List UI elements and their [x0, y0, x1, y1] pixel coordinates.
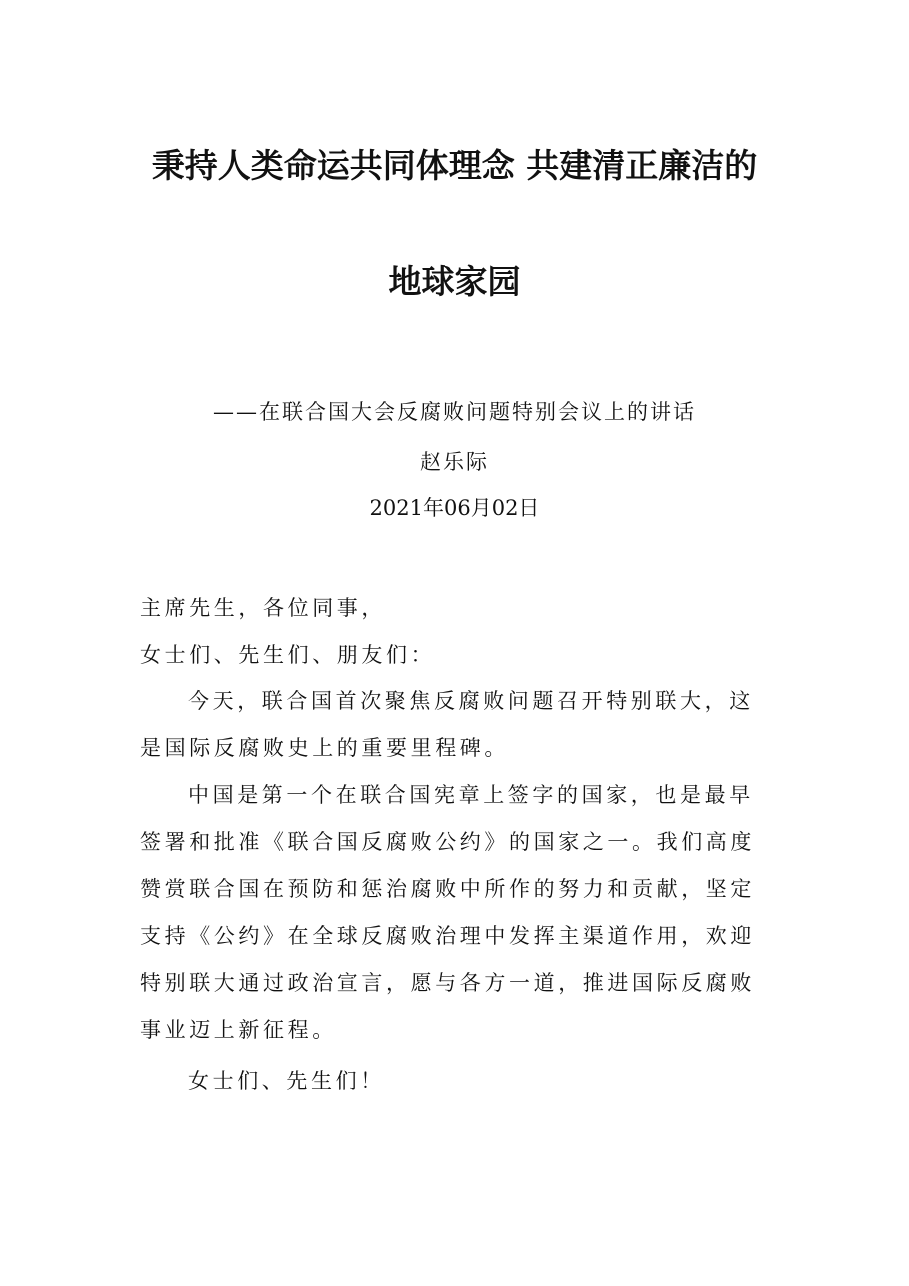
- paragraph-2-line: 支持《公约》在全球反腐败治理中发挥主渠道作用，欢迎: [140, 924, 755, 948]
- paragraph-2-line: 事业迈上新征程。: [140, 1018, 337, 1042]
- title-line-2: 地球家园: [388, 262, 521, 301]
- subtitle: ——在联合国大会反腐败问题特别会议上的讲话: [213, 400, 696, 424]
- salutation-1-text: 主席先生，各位同事，: [140, 596, 386, 620]
- title-line-1: 秉持人类命运共同体理念 共建清正廉洁的: [151, 146, 758, 185]
- paragraph-3-line: 女士们、先生们！: [188, 1069, 385, 1093]
- paragraph-3: [140, 1058, 750, 1105]
- paragraph-1-line: 今天，联合国首次聚焦反腐败问题召开特别联大，这: [188, 689, 754, 713]
- date: 2021年06月02日: [369, 496, 540, 520]
- paragraph-2-line: 签署和批准《联合国反腐败公约》的国家之一。我们高度: [140, 830, 755, 854]
- salutation-2-text: 女士们、先生们、朋友们：: [140, 643, 436, 667]
- paragraph-2-line: 赞赏联合国在预防和惩治腐败中所作的努力和贡献，坚定: [140, 877, 755, 901]
- author: 赵乐际: [420, 450, 489, 474]
- salutation-2: [140, 632, 750, 679]
- salutation-1: [140, 585, 750, 632]
- paragraph-2: [140, 772, 755, 1054]
- paragraph-1-line: 是国际反腐败史上的重要里程碑。: [140, 736, 509, 760]
- paragraph-2-line: 特别联大通过政治宣言，愿与各方一道，推进国际反腐败: [140, 971, 755, 995]
- paragraph-2-line: 中国是第一个在联合国宪章上签字的国家，也是最早: [188, 783, 754, 807]
- paragraph-1: [140, 678, 754, 772]
